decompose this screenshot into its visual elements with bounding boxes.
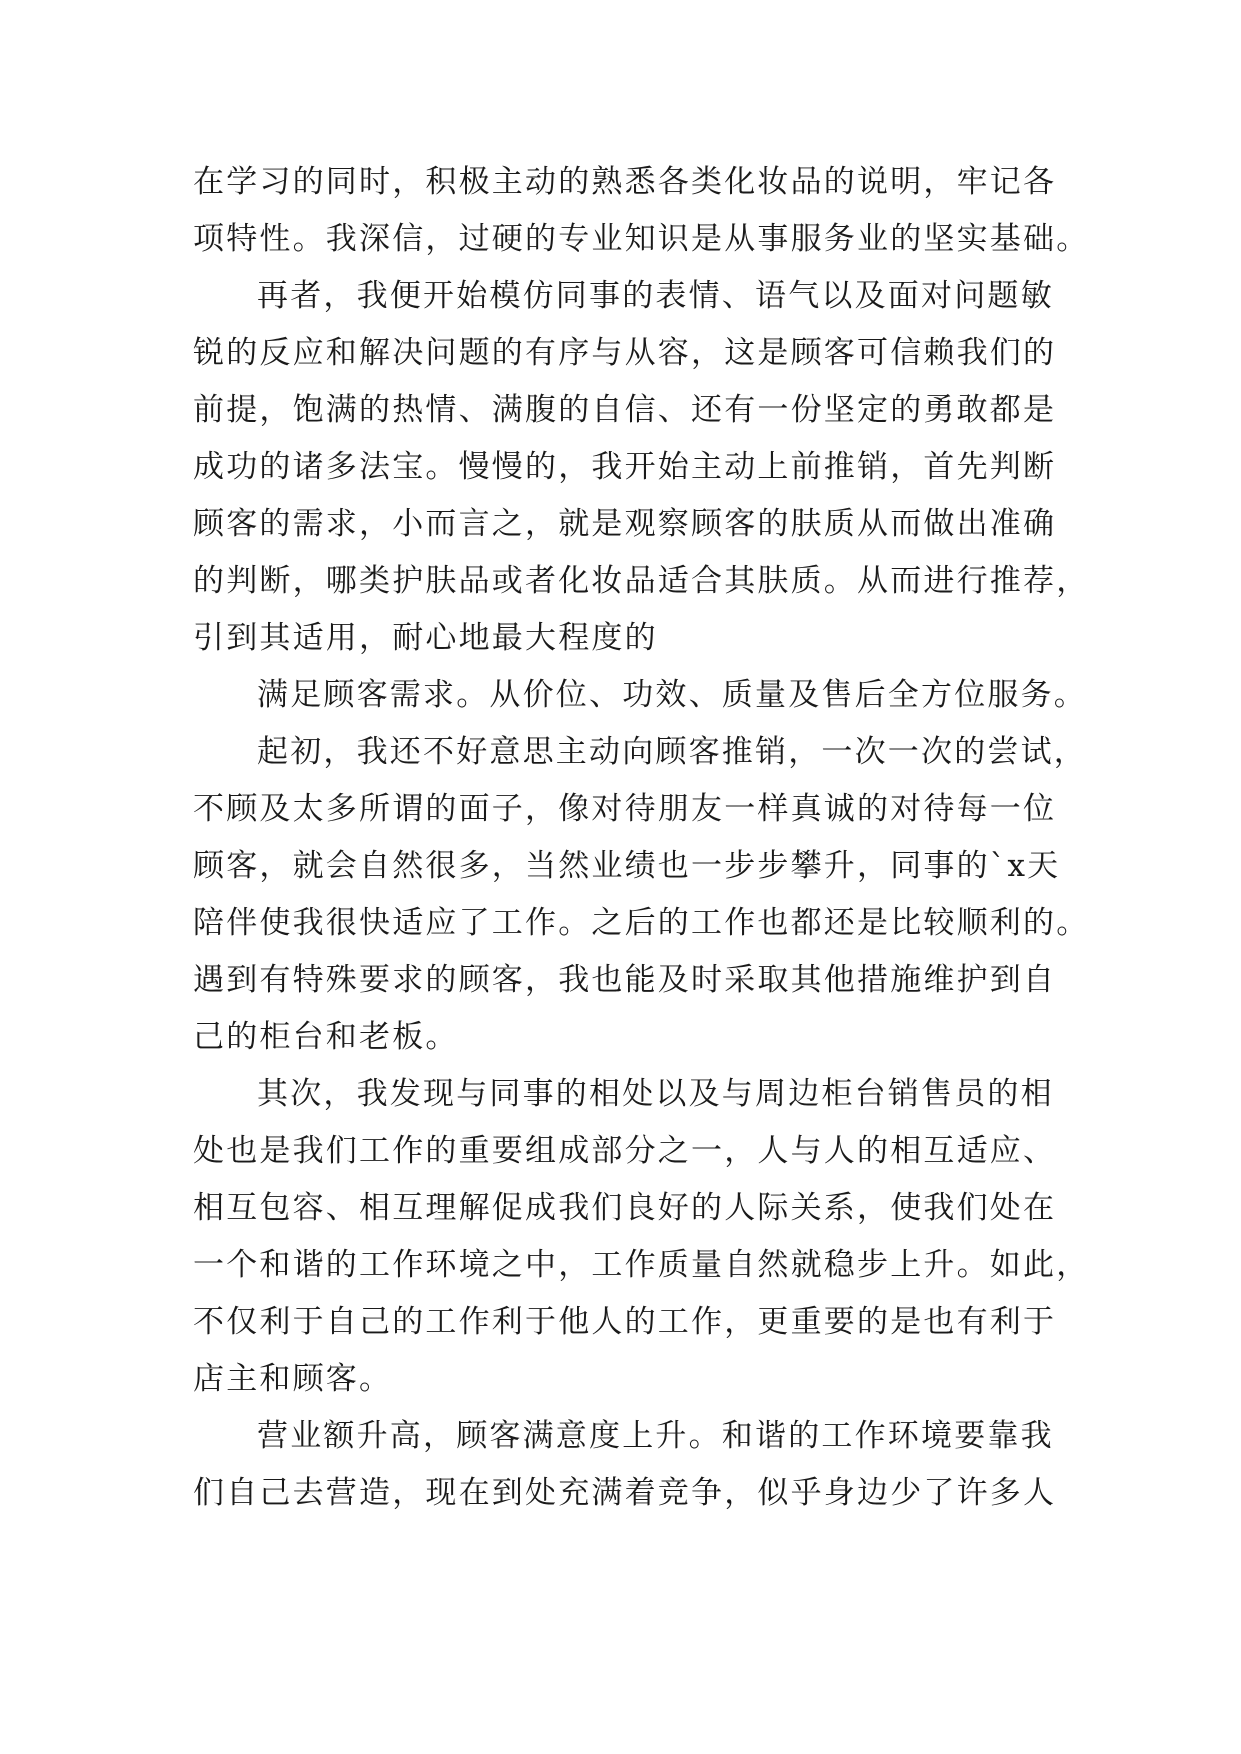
text-line: 不顾及太多所谓的面子，像对待朋友一样真诚的对待每一位: [193, 791, 1057, 827]
text-line: 不仅利于自己的工作利于他人的工作，更重要的是也有利于: [193, 1304, 1057, 1340]
text-line: 己的柜台和老板。: [193, 1019, 459, 1055]
text-line: 处也是我们工作的重要组成部分之一，人与人的相互适应、: [193, 1133, 1057, 1169]
paragraph-first-line: 起初，我还不好意思主动向顾客推销，一次一次的尝试，: [257, 734, 1087, 770]
text-line: 前提，饱满的热情、满腹的自信、还有一份坚定的勇敢都是: [193, 392, 1057, 428]
text-line: 引到其适用，耐心地最大程度的: [193, 620, 658, 656]
text-line: 店主和顾客。: [193, 1361, 393, 1397]
paragraph-first-line: 再者，我便开始模仿同事的表情、语气以及面对问题敏: [257, 278, 1054, 314]
paragraph-first-line: 满足顾客需求。从价位、功效、质量及售后全方位服务。: [257, 677, 1087, 713]
paragraph-first-line: 营业额升高，顾客满意度上升。和谐的工作环境要靠我: [257, 1418, 1054, 1454]
text-line: 陪伴使我很快适应了工作。之后的工作也都还是比较顺利的。: [193, 905, 1090, 941]
text-line: 一个和谐的工作环境之中，工作质量自然就稳步上升。如此，: [193, 1247, 1090, 1283]
text-line: 相互包容、相互理解促成我们良好的人际关系，使我们处在: [193, 1190, 1057, 1226]
text-line: 项特性。我深信，过硬的专业知识是从事服务业的坚实基础。: [193, 221, 1090, 257]
text-line: 成功的诸多法宝。慢慢的，我开始主动上前推销，首先判断: [193, 449, 1057, 485]
text-line: 们自己去营造，现在到处充满着竞争，似乎身边少了许多人: [193, 1475, 1057, 1511]
paragraph-first-line: 其次，我发现与同事的相处以及与周边柜台销售员的相: [257, 1076, 1054, 1112]
text-line: 锐的反应和解决问题的有序与从容，这是顾客可信赖我们的: [193, 335, 1057, 371]
text-line: 在学习的同时，积极主动的熟悉各类化妆品的说明，牢记各: [193, 164, 1057, 200]
text-line: 顾客，就会自然很多，当然业绩也一步步攀升，同事的`x天: [193, 848, 1061, 884]
text-line: 顾客的需求，小而言之，就是观察顾客的肤质从而做出准确: [193, 506, 1057, 542]
text-line: 遇到有特殊要求的顾客，我也能及时采取其他措施维护到自: [193, 962, 1057, 998]
text-line: 的判断，哪类护肤品或者化妆品适合其肤质。从而进行推荐，: [193, 563, 1090, 599]
